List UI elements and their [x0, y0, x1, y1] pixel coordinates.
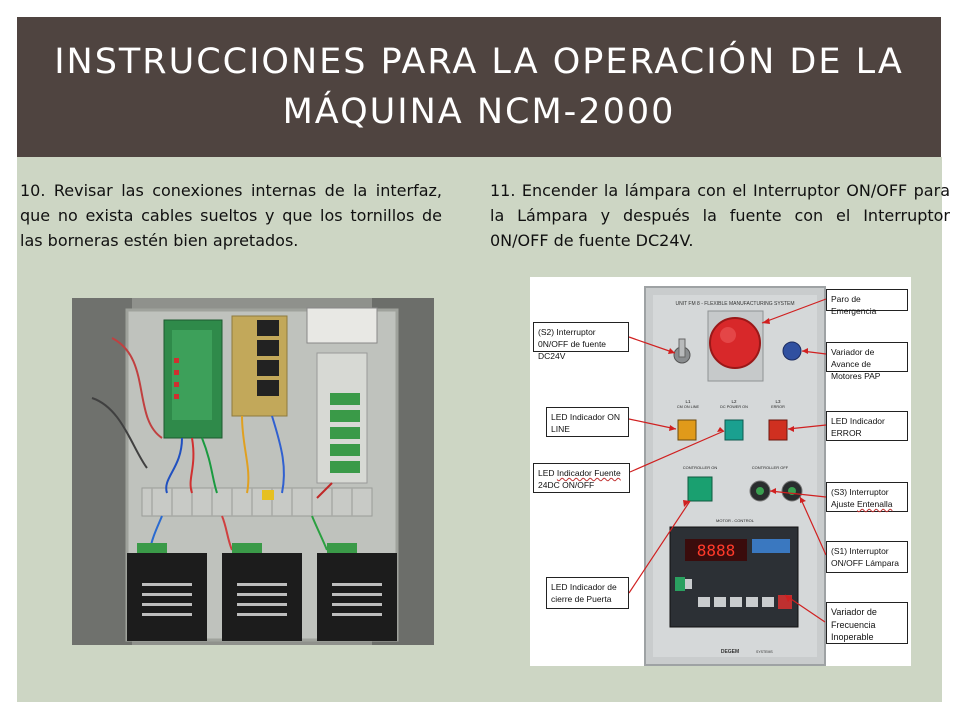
callout-led-on-line: LED Indicador ON LINE: [546, 407, 629, 437]
callout-s3-switch: (S3) Interruptor Ajuste Entenalla: [826, 482, 908, 512]
svg-text:CM ON LINE: CM ON LINE: [676, 405, 700, 409]
callout-led-error: LED Indicador ERROR: [826, 411, 908, 441]
led-error-icon: [769, 420, 787, 440]
svg-text:SYSTEMS: SYSTEMS: [756, 650, 773, 654]
controller-off-label: CONTROLLER OFF: [751, 465, 789, 470]
svg-text:ERROR: ERROR: [771, 405, 785, 409]
panel-photo: [530, 277, 911, 666]
step-11-text: 11. Encender la lámpara con el Interruptor ON/OFF para la Lámpara y después la fuente con el Interruptor 0N/OFF de fuente DC24V.: [490, 181, 950, 250]
svg-text:8888: 8888: [696, 541, 736, 560]
step-10-text: 10. Revisar las conexiones internas de la interfaz, que no exista cables sueltos y que los tornillos de las borneras estén bien apretados.: [20, 181, 442, 250]
led-on-line-icon: [678, 420, 696, 440]
panel-header: UNIT FM 8 - FLEXIBLE MANUFACTURING SYSTEM: [675, 301, 795, 307]
callout-led-fuente: LED Indicador Fuente 24DC ON/OFF: [533, 463, 630, 493]
svg-text:DC POWER ON: DC POWER ON: [720, 405, 748, 409]
callout-led-puerta: LED Indicador de cierre de Puerta: [546, 577, 629, 609]
wiring-photo-art: [72, 298, 434, 645]
controller-on-label: CONTROLLER ON: [682, 465, 718, 470]
led-label-1: L1: [685, 399, 691, 404]
slide-title: INSTRUCCIONES PARA LA OPERACIÓN DE LA MÁQUINA NCM-2000: [54, 42, 904, 132]
wiring-photo: [72, 298, 434, 645]
callout-s1-switch: (S1) Interruptor ON/OFF Lámpara: [826, 541, 908, 573]
callout-s2-switch: (S2) Interruptor 0N/OFF de fuente DC24V: [533, 322, 629, 352]
led-label-3: L3: [775, 399, 781, 404]
motor-control-label: MOTOR - CONTROL: [716, 518, 754, 523]
title-bar: [17, 17, 941, 157]
callout-paro-emergencia: Paro de Emergencia: [826, 289, 908, 311]
callout-variador-frecuencia: Variador de Frecuencia Inoperable: [826, 602, 908, 644]
controller-on-button: [688, 477, 712, 501]
emergency-stop-button: [710, 318, 760, 368]
callout-variador-avance: Variador de Avance de Motores PAP: [826, 342, 908, 372]
led-dc-power-icon: [725, 420, 743, 440]
speed-knob-icon: [783, 342, 801, 360]
led-label-2: L2: [731, 399, 737, 404]
brand-label: DEGEM: [720, 649, 740, 655]
